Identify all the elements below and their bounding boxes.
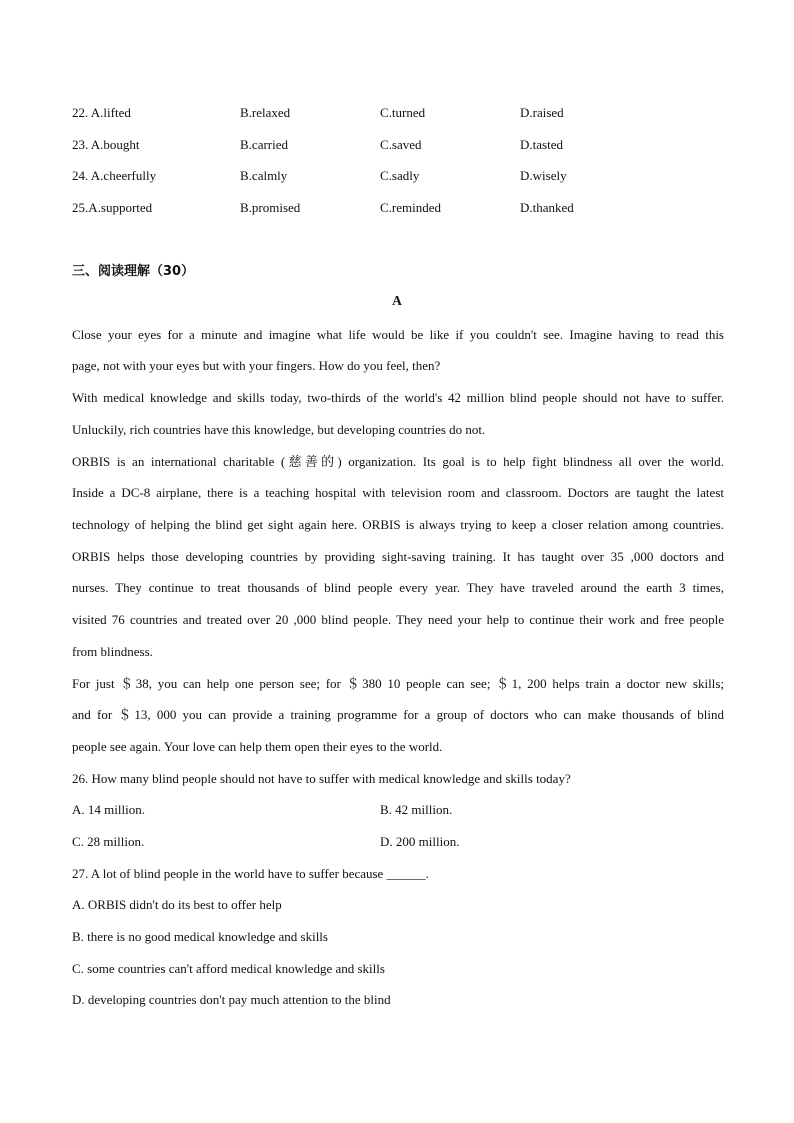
passage-line: nurses. They continue to treat thousands of blind people every year. They have traveled around the earth 3 times, — [72, 580, 724, 595]
question-27-option-b: B. there is no good medical knowledge and skills — [72, 929, 328, 944]
passage-line: people see again. Your love can help them open their eyes to the world. — [72, 739, 443, 754]
passage-line: With medical knowledge and skills today, two-thirds of the world's 42 million blind people should not have to suffer. — [72, 390, 724, 405]
option-c: C.reminded — [380, 200, 442, 215]
option-b: B.relaxed — [240, 105, 291, 120]
question-26-option-c: C. 28 million. — [72, 834, 145, 849]
passage-line: For just ＄38, you can help one person see; for ＄380 10 people can see; ＄1, 200 helps train a doctor new skills; — [72, 676, 724, 691]
option-d: D.raised — [520, 105, 564, 120]
passage-line: ORBIS helps those developing countries by providing sight-saving training. It has taught over 35 ,000 doctors and — [72, 549, 724, 564]
passage-label: A — [392, 293, 402, 308]
option-a: 22. A.lifted — [72, 105, 131, 120]
passage-line: page, not with your eyes but with your fingers. How do you feel, then? — [72, 358, 441, 373]
option-b: B.promised — [240, 200, 301, 215]
cloze-option-row — [0, 105, 794, 127]
question-27-option-d: D. developing countries don't pay much attention to the blind — [72, 992, 391, 1007]
question-27-option-a: A. ORBIS didn't do its best to offer help — [72, 897, 282, 912]
passage-line: ORBIS is an international charitable (慈善的) organization. Its goal is to help fight blindness all over the world. — [72, 454, 724, 469]
question-26-option-d: D. 200 million. — [380, 834, 460, 849]
question-26-option-a: A. 14 million. — [72, 802, 145, 817]
section-heading: 三、阅读理解（30） — [72, 264, 195, 279]
option-b: B.carried — [240, 137, 289, 152]
option-d: D.thanked — [520, 200, 574, 215]
option-c: C.turned — [380, 105, 426, 120]
cloze-option-row — [0, 137, 794, 159]
option-d: D.wisely — [520, 168, 567, 183]
cloze-option-row — [0, 168, 794, 190]
passage-line: Inside a DC-8 airplane, there is a teaching hospital with television room and classroom. Doctors are taught the latest — [72, 485, 724, 500]
passage-line: Unluckily, rich countries have this knowledge, but developing countries do not. — [72, 422, 486, 437]
option-d: D.tasted — [520, 137, 563, 152]
question-27-option-c: C. some countries can't afford medical knowledge and skills — [72, 961, 385, 976]
option-a: 24. A.cheerfully — [72, 168, 157, 183]
passage-line: from blindness. — [72, 644, 153, 659]
cloze-option-row — [0, 200, 794, 222]
passage-line: and for ＄13, 000 you can provide a training programme for a group of doctors who can make thousands of blind — [72, 707, 724, 722]
option-c: C.saved — [380, 137, 422, 152]
option-b: B.calmly — [240, 168, 288, 183]
question-27-stem: 27. A lot of blind people in the world have to suffer because ______. — [72, 866, 429, 881]
option-c: C.sadly — [380, 168, 420, 183]
question-26-option-b: B. 42 million. — [380, 802, 453, 817]
passage-line: visited 76 countries and treated over 20 ,000 blind people. They need your help to continue their work and free people — [72, 612, 724, 627]
passage-line: Close your eyes for a minute and imagine what life would be like if you couldn't see. Imagine having to read this — [72, 327, 724, 342]
question-26-stem: 26. How many blind people should not have to suffer with medical knowledge and skills today? — [72, 771, 571, 786]
option-a: 25.A.supported — [72, 200, 153, 215]
option-a: 23. A.bought — [72, 137, 140, 152]
passage-line: technology of helping the blind get sight again here. ORBIS is always trying to keep a closer relation among countries. — [72, 517, 724, 532]
